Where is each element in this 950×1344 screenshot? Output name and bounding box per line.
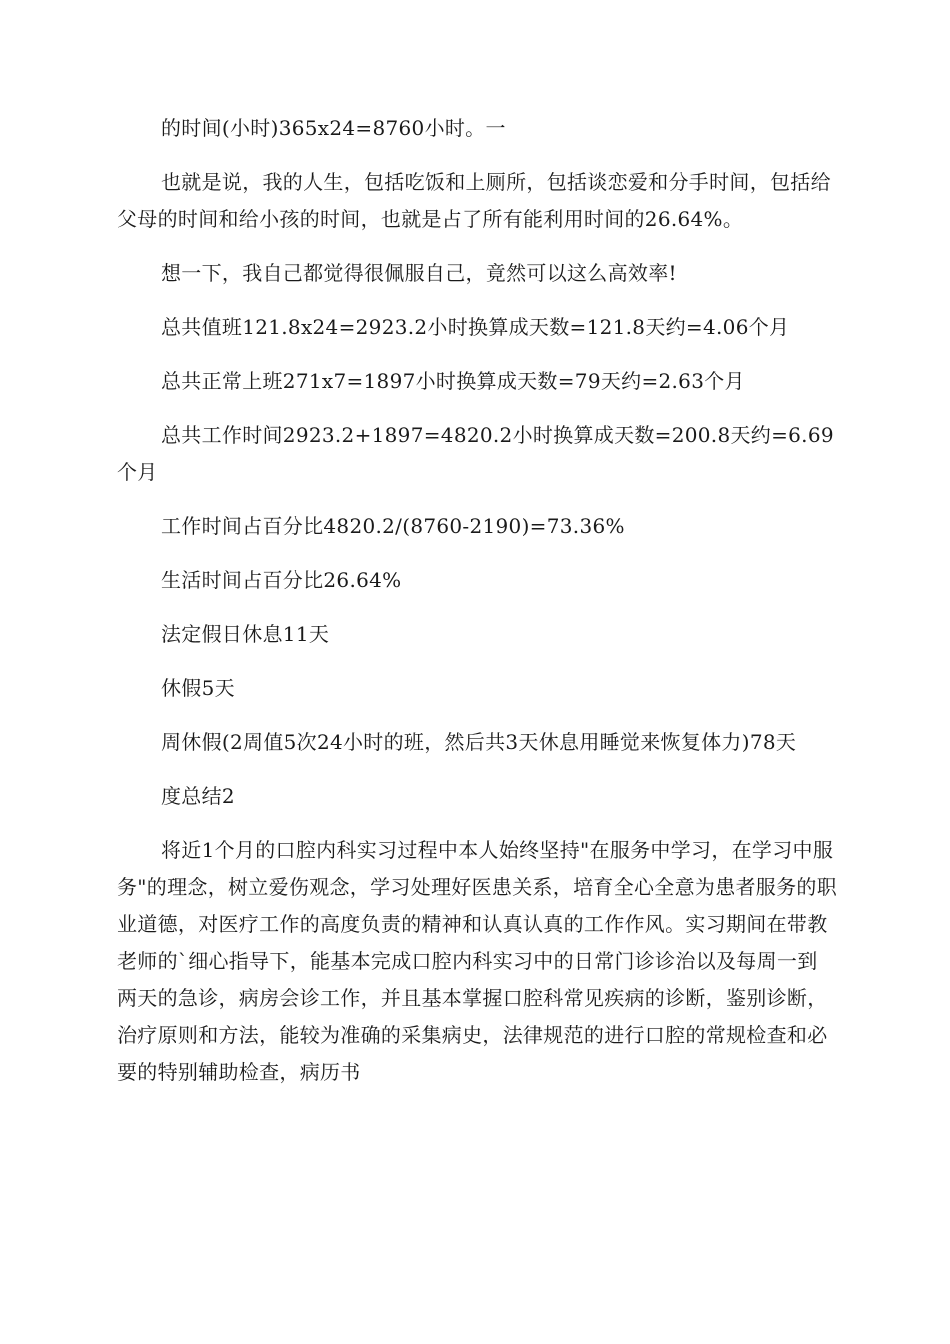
paragraph-6: 总共工作时间2923.2+1897=4820.2小时换算成天数=200.8天约=6.69个月 bbox=[117, 423, 834, 484]
paragraph-4: 总共值班121.8x24=2923.2小时换算成天数=121.8天约=4.06个月 bbox=[161, 315, 790, 339]
paragraph-10: 休假5天 bbox=[161, 676, 235, 700]
section-heading: 度总结2 bbox=[161, 784, 235, 808]
paragraph-9: 法定假日休息11天 bbox=[161, 622, 330, 646]
paragraph-13: 将近1个月的口腔内科实习过程中本人始终坚持"在服务中学习，在学习中服务"的理念，树立爱伤观念，学习处理好医患关系，培育全心全意为患者服务的职业道德，对医疗工作的高度负责的精神和认真认真的工作作风。实习期间在带教老师的`细心指导下，能基本完成口腔内科实习中的日常门诊诊治以及每周一到两天的急诊，病房会诊工作，并且基本掌握口腔科常见疾病的诊断，鉴别诊断，治疗原则和方法，能较为准确的采集病史，法律规范的进行口腔的常规检查和必要的特别辅助检查，病历书 bbox=[117, 838, 837, 1084]
paragraph-7: 工作时间占百分比4820.2/(8760-2190)=73.36% bbox=[161, 514, 625, 538]
paragraph-3: 想一下，我自己都觉得很佩服自己，竟然可以这么高效率! bbox=[161, 261, 677, 285]
paragraph-1: 的时间(小时)365x24=8760小时。一 bbox=[161, 116, 506, 140]
paragraph-2: 也就是说，我的人生，包括吃饭和上厕所，包括谈恋爱和分手时间，包括给父母的时间和给小孩的时间，也就是占了所有能利用时间的26.64%。 bbox=[117, 170, 831, 231]
paragraph-11: 周休假(2周值5次24小时的班，然后共3天休息用睡觉来恢复体力)78天 bbox=[161, 730, 797, 754]
document-body bbox=[117, 110, 837, 1108]
paragraph-8: 生活时间占百分比26.64% bbox=[161, 568, 402, 592]
paragraph-5: 总共正常上班271x7=1897小时换算成天数=79天约=2.63个月 bbox=[161, 369, 745, 393]
